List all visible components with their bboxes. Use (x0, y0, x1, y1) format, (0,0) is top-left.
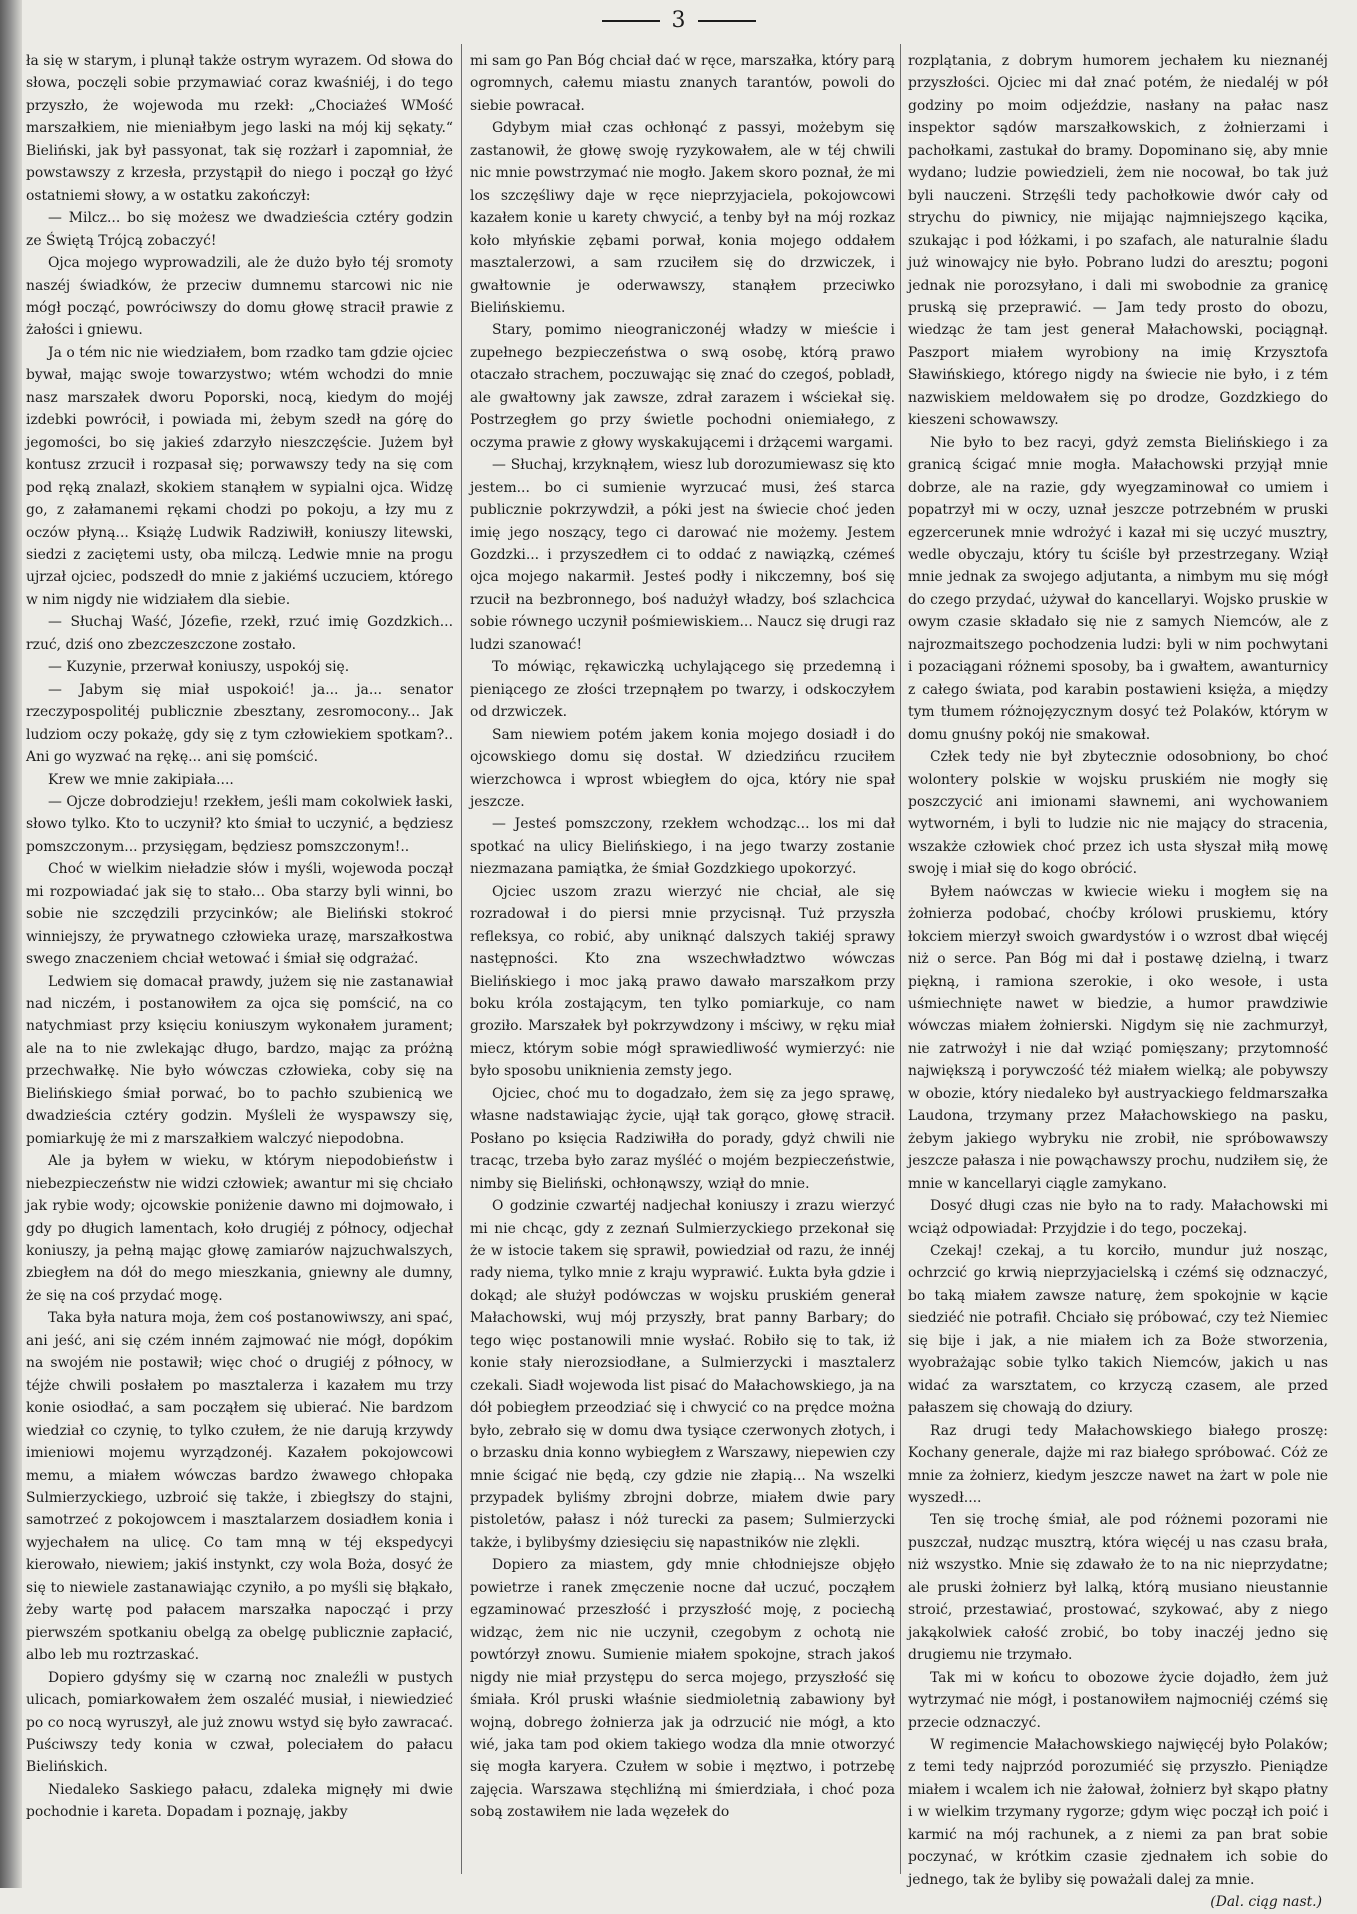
paragraph: Ten się trochę śmiał, ale pod różnemi pozorami nie puszczał, nudząc musztrą, która więcéj u nas czasu brała, niż wszystko. Mnie się zdawało że to na nic nieprzydatne; ale pruski żołnierz był lalką, którą musiano nieustannie stroić, przestawiać, prostować, szykować, aby z niego jakąkolwiek całość zrobić, bo toby inaczéj jedno się drugiemu nie trzymało. (908, 1512, 1328, 1664)
paragraph: Dosyć długi czas nie było na to rady. Małachowski mi wciąż odpowiadał: Przyjdzie i do tego, poczekaj. (908, 1198, 1328, 1237)
paragraph: Ojciec, choć mu to dogadzało, żem się za jego sprawę, własne nadstawiając życie, ujął tak gorąco, głowę stracił. Posłano po księcia Radziwiłła do porady, gdyż chwili nie tracąc, trzeba było zaraz myśléć o mojém bezpieczeństwie, nimby się Bieliński, ochłonąwszy, wziął do mnie. (470, 1085, 895, 1192)
page-binding-edge (0, 0, 22, 1888)
paragraph: Niedaleko Saskiego pałacu, zdaleka mignęły mi dwie pochodnie i kareta. Dopadam i poznaję, jakby (26, 1781, 453, 1821)
paragraph: Byłem naówczas w kwiecie wieku i mogłem się na żołnierza podobać, choćby królowi pruskiemu, który łokciem mierzył swoich gwardystów i o wzrost dbał więcéj niż o serce. Pan Bóg mi dał i postawę dzielną, i twarz piękną, i ramiona szerokie, i oko wesołe, i usta uśmiechnięte nawet w biedzie, a humor prawdziwie wówczas miałem żołnierski. Nigdym się nie zachmurzył, nie zatrwożył i nie dał wziąć pomięszany; przytomność największą i porywczość téż miałem wielką; ale pobywszy w obozie, który niedaleko był austryackiego feldmarszałka Laudona, trzymany przez Małachowskiego na pasku, żebym jakiego wybryku nie zrobił, nie spróbowawszy jeszcze pałasza i nie powąchawszy prochu, nudziłem się, że mnie w kancellaryi ciągle zamykano. (908, 883, 1328, 1192)
paragraph: Ja o tém nic nie wiedziałem, bom rzadko tam gdzie ojciec bywał, mając swoje towarzystwo; wtém wchodzi do mnie nasz marszałek dworu Poporski, nocą, kiedym do mojéj izdebki powrócił, i powiada mi, żebym szedł na górę do jegomości, bo się jakieś zdarzyło nieszczęście. Jużem był kontusz zrzucił i rozpasał się; porwawszy tedy na się com pod ręką znalazł, skokiem stanąłem w sypialni ojca. Widzę go, z załamanemi rękami chodzi po pokoju, a łzy mu z oczów płyną... Książę Ludwik Radziwiłł, koniuszy litewski, siedzi z zaciętemi usty, oba milczą. Ledwie mnie na progu ujrzał ojciec, podszedł do mnie z jakiémś uczuciem, którego w nim nigdy nie widziałem dla siebie. (26, 344, 453, 608)
paragraph: rozplątania, z dobrym humorem jechałem ku nieznanéj przyszłości. Ojciec mi dał znać potém, że niedaléj w pół godziny po moim odjeździe, nasłany na pałac nasz inspektor sądów marszałkowskich, z żołnierzami i pachołkami, zastukał do bramy. Dopominano się, aby mnie wydano; ludzie powiedzieli, żem nie nocował, bo tak już byli nauczeni. Strzęśli tedy pachołkowie dwór cały od strychu do piwnicy, nie mijając najmniejszego kącika, szukając i pod łóżkami, i po szafach, ale naturalnie śladu już winowajcy nie było. Pobrano ludzi do aresztu; pogoni jednak nie porozsyłano, i dali mi swobodnie za granicę pruską się przeprawić. — Jam tedy prosto do obozu, wiedząc że tam jest generał Małachowski, pociągnął. Paszport miałem wyrobiony na imię Krzysztofa Sławińskiego, którego nigdy na świecie nie było, i z tém nazwiskiem meldowałem się po drodze, Gozdzkiego do kieszeni schowawszy. (908, 53, 1328, 429)
page-header (0, 6, 1357, 36)
paragraph: Krew we mnie zakipiała.... (48, 771, 234, 788)
column-divider (900, 44, 901, 1874)
paragraph: Stary, pomimo nieograniczonéj władzy w mieście i zupełnego bezpieczeństwa o swą osobę, którą prawo otaczało strachem, poczuwając się znać do czegoś, pobladł, ale gwałtowny jak zawsze, zdrał zarazem i wściekał się. Postrzegłem go przy świetle pochodni oniemiałego, z oczyma prawie z głowy wyskakującemi i drżącemi wargami. (470, 322, 895, 451)
paragraph: Tak mi w końcu to obozowe życie dojadło, żem już wytrzymać nie mógł, i postanowiłem najmocniéj czémś się przecie odznaczyć. (908, 1669, 1328, 1731)
paragraph: Raz drugi tedy Małachowskiego białego proszę: Kochany generale, dajże mi raz białego spróbować. Cóż ze mnie za żołnierz, kiedym jeszcze nawet na żart w pole nie wyszedł.... (908, 1422, 1328, 1506)
paragraph: Choć w wielkim nieładzie słów i myśli, wojewoda począł mi rozpowiadać jak się to stało... Oba starzy byli winni, bo sobie nie szczędzili przycinków; ale Bieliński stokroć winniejszy, że prywatnego człowieka urazę, marszałkostwa swego znaczeniem chciał wetować i śmiał się odgrażać. (26, 861, 453, 968)
paragraph: ła się w starym, i plunął także ostrym wyrazem. Od słowa do słowa, poczęli sobie przymawiać coraz kwaśniéj, i do tego przyszło, że wojewoda mu rzekł: „Chociażeś WMość marszałkiem, nie mieniałbym jego laski na mój kij sękaty.“ Bieliński, jak był passyonat, tak się rozżarł i zapomniał, że powstawszy z krzesła, przystąpił do niego i począł go łżyć ostatniemi słowy, a w ostatku zakończył: (26, 53, 453, 204)
column-divider (461, 44, 462, 1874)
page-number: 3 (671, 8, 686, 33)
paragraph: Taka była natura moja, żem coś postanowiwszy, ani spać, ani jeść, ani się czém inném zajmować nie mógł, dopókim na swojém nie postawił; więc choć o drugiéj z północy, w téjże chwili posłałem po masztalerza i kazałem mu trzy konie osiodłać, a sam począłem się ubierać. Nie bardzom wiedział co czynię, to tylko czułem, że nie darują krzywdy imieniowi mojemu wyrządzonéj. Kazałem pokojowcowi memu, a miałem wówczas bardzo żwawego chłopaka Sulmierzyckiego, uzbroić się także, i zbiegłszy do stajni, samotrzeć z pokojowcem i masztalarzem dosiadłem konia i wyjechałem na ulicę. Co tam mną w téj ekspedycyi kierowało, niewiem; jakiś instynkt, czy wola Boża, dosyć że się to niewiele zastanawiając czyniło, a po myśli się błąkało, żeby wartę pod pałacem marszałka napocząć i przy pierwszém spotkaniu obelgą za obelgę publicznie zapłacić, albo leb mu roztrzaskać. (26, 1310, 453, 1664)
paragraph: Ojciec uszom zrazu wierzyć nie chciał, ale się rozradował i do piersi mnie przycisnął. Tuż przyszła refleksya, co robić, aby uniknąć dalszych takiéj sprawy następności. Kto zna wszechwładztwo wówczas Bielińskiego i moc jaką prawo dawało marszałkom przy boku króla zostającym, ten tylko pomiarkuje, co nam groziło. Marszałek był pokrzywdzony i mściwy, w ręku miał miecz, którym sobie mógł sprawiedliwość wymierzyć: nie było sposobu uniknienia zemsty jego. (470, 883, 895, 1080)
paragraph: mi sam go Pan Bóg chciał dać w ręce, marszałka, który parą ogromnych, całemu miastu znanych tarantów, powoli do siebie powracał. (470, 53, 895, 114)
paragraph: Dopiero za miastem, gdy mnie chłodniejsze objęło powietrze i ranek zmęczenie nocne dał uczuć, począłem egzaminować przeszłość i przyszłość moję, z pociechą widząc, żem nic nie uczynił, czegobym z ochotą nie powtórzył znowu. Sumienie miałem spokojne, strach jakoś nigdy nie miał przystępu do serca mojego, przyszłość się śmiała. Król pruski właśnie siedmioletnią zabawiony był wojną, dobrego żołnierza jak ja odrzucić nie mógł, a kto wié, jaka tam pod okiem takiego wodza dla mnie otworzyć się mogła karyera. Czułem w sobie i męztwo, i potrzebę zajęcia. Warszawa stęchliźną mi śmierdziała, i choć poza sobą zostawiłem nie lada węzełek do (470, 1557, 895, 1821)
paragraph: W regimencie Małachowskiego najwięcéj było Polaków; z temi tedy najprzód porozumiéć się przyszło. Pieniądze miałem i wcalem ich nie żałował, żołnierz był skąpo płatny i w wielkim trzymany rygorze; gdym więc począł ich poić i karmić na mój rachunek, a z niemi za pan brat sobie poczynać, w krótkim czasie zjednałem ich sobie do jednego, tak że byliby się poważali dalej za mnie. (908, 1736, 1328, 1888)
paragraph: Czekaj! czekaj, a tu korciło, mundur już nosząc, ochrzcić go krwią nieprzyjacielską i czémś się odznaczyć, bo taką miałem zawsze naturę, żem spokojnie w kącie siedziéć nie potrafił. Chciało się próbować, czy też Niemiec się bije i jak, a nie miałem ich za Boże stworzenia, wyobrażając sobie tylko takich Niemców, jakich u nas widać za warsztatem, co krzyczą czasem, ale przed pałaszem się chowają do dziury. (908, 1243, 1328, 1417)
paragraph: — Jesteś pomszczony, rzekłem wchodząc... los mi dał spotkać na ulicy Bielińskiego, i na jego twarzy zostanie niezmazana pamiątka, że śmiał Gozdzkiego upokorzyć. (470, 816, 895, 878)
paragraph: — Słuchaj, krzyknąłem, wiesz lub dorozumiewasz się kto jestem... bo ci sumienie wyrzucać musi, żeś starca publicznie pokrzywdził, a póki jest na świecie choć jeden imię jego noszący, tego ci darować nie możemy. Jestem Gozdzki... i przyszedłem ci to oddać z nawiązką, czémeś ojca mojego nakarmił. Jesteś podły i nikczemny, boś się rzucił na bezbronnego, boś nadużył władzy, boś szlachcica sobie równego uczynił pośmiewiskiem... Naucz się drugi raz ludzi szanować! (470, 457, 895, 653)
header-rule-left (602, 20, 660, 22)
paragraph: — Słuchaj Waść, Józefie, rzekł, rzuć imię Gozdzkich... rzuć, dziś ono zbezczeszczone zostało. (26, 614, 453, 653)
paragraph: O godzinie czwartéj nadjechał koniuszy i zrazu wierzyć mi nie chcąc, gdy z zeznań Sulmierzyckiego przekonał się że w istocie takem się sprawił, powiedział od razu, że innéj rady niema, tylko mnie z kraju wyprawić. Łukta była gdzie i dokąd; ale służył podówczas w wojsku pruskiém generał Małachowski, wuj mój przyszły, brat panny Barbary; do tego więc postanowili mnie wysłać. Robiło się to tak, iż konie stały nierozsiodłane, a Sulmierzycki i masztalerz czekali. Siadł wojewoda list pisać do Małachowskiego, ja na dół pobiegłem przeodziać się i chwycić co na prędce można było, zebrało się w domu dwa tysiące czerwonych złotych, i o brzasku dnia konno wybiegłem z Warszawy, niepewien czy mnie ścigać nie będą, czy gdzie nie złapią... Na wszelki przypadek byliśmy zbrojni dobrze, miałem dwie pary pistoletów, pałasz i nóż turecki za pasem; Sulmierzycki także, i bylibyśmy dziesięciu się napastników nie zlękli. (470, 1198, 895, 1551)
paragraph: Człek tedy nie był zbytecznie odosobniony, bo choć wolontery polskie w wojsku pruskiém nie mogły się poszczycić ani imionami sławnemi, ani wychowaniem wytworném, i byli to ludzie nic nie mający do stracenia, wszakże człowiek choć przez ich usta słyszał miłą mowę swoję i miał się do kogo obrócić. (908, 749, 1328, 878)
text-column-2 (470, 50, 895, 1860)
paragraph: — Milcz... bo się możesz we dwadzieścia cztéry godzin ze Świętą Trójcą zobaczyć! (26, 210, 453, 249)
paragraph: — Kuzynie, przerwał koniuszy, uspokój się. (48, 659, 350, 676)
paragraph: To mówiąc, rękawiczką uchylającego się przedemną i pieniącego ze złości trzepnąłem po twarzy, i odskoczyłem od drzwiczek. (470, 659, 895, 721)
header-rule-right (698, 20, 756, 22)
paragraph: — Ojcze dobrodzieju! rzekłem, jeśli mam cokolwiek łaski, słowo tylko. Kto to uczynił? kto śmiał to uczynić, a będziesz pomszczonym... przysięgam, będziesz pomszczonym!.. (26, 793, 453, 855)
paragraph: Ojca mojego wyprowadzili, ale że dużo było téj sromoty naszéj świadków, że przeciw dumnemu starcowi nic nie mógł począć, powróciwszy do domu głowę stracił prawie z żałości i gniewu. (26, 255, 453, 339)
paragraph: — Jabym się miał uspokoić! ja... ja... senator rzeczypospolitéj publicznie zbesztany, zesromocony... Jak ludziom oczy pokażę, gdy się z tym człowiekiem spotkam?.. Ani go wyzwać na rękę... ani się pomścić. (26, 681, 453, 766)
paragraph: Ale ja byłem w wieku, w którym niepodobieństw i niebezpieczeństw nie widzi człowiek; awantur mi się chciało jak rybie wody; ojcowskie poniżenie dawno mi dojmowało, i gdy po długich lamentach, koło drugiéj z północy, odjechał koniuszy, ja pełną mając głowę zamiarów najzuchwalszych, zbiegłem na dół do mego mieszkania, gniewny ale dumny, że się na coś przydać mogę. (26, 1153, 453, 1304)
text-column-3 (908, 50, 1328, 1911)
paragraph: Dopiero gdyśmy się w czarną noc znaleźli w pustych ulicach, pomiarkowałem żem oszaléć musiał, i niewiedzieć po co nocą wyruszył, ale już znowu wstyd się było zawracać. Puściwszy tedy konia w czwał, poleciałem do pałacu Bielińskich. (26, 1669, 453, 1776)
paragraph: Nie było to bez racyi, gdyż zemsta Bielińskiego i za granicą ścigać mnie mogła. Małachowski przyjął mnie dobrze, ale na razie, gdy wyegzaminował co umiem i popatrzył mi w oczy, uznał jeszcze potrzebném w pruski egzercerunek mnie wdrożyć i kazał mi się uczyć musztry, wedle obyczaju, który tu ściśle był przestrzegany. Wziął mnie jednak za swojego adjutanta, a nimbym mu się mógł do czego przydać, używał do kancellaryi. Wojsko pruskie w owym czasie składało się nie z samych Niemców, ale z najrozmaitszego pochodzenia ludzi: byli w nim pochwytani i pozaciągani różnemi sposoby, ba i gwałtem, awanturnicy z całego świata, pod karabin postawieni księża, a między tym tłumem różnojęzycznym dosyć też Polaków, którym w domu gnuśny pokój nie smakował. (908, 434, 1328, 743)
text-column-1 (26, 50, 453, 1860)
paragraph: Ledwiem się domacał prawdy, jużem się nie zastanawiał nad niczém, i postanowiłem za ojca się pomścić, na co natychmiast przy księciu koniuszym wykonałem jurament; ale na to nie zwlekając długo, bardzo, mając za próżną przechwałkę. Nie było wówczas człowieka, coby się na Bielińskiego śmiał porwać, bo to pachło szubienicą we dwadzieścia cztéry godzin. Myśleli że wyspawszy się, pomiarkuję że mi z marszałkiem walczyć niepodobna. (26, 973, 453, 1147)
paragraph: Sam niewiem potém jakem konia mojego dosiadł i do ojcowskiego domu się dostał. W dziedzińcu rzuciłem wierzchowca i wprost wbiegłem do ojca, który nie spał jeszcze. (470, 726, 895, 810)
paragraph: Gdybym miał czas ochłonąć z passyi, możebym się zastanowił, że głowę swoję ryzykowałem, ale w téj chwili nic mnie powstrzymać nie mogło. Jakem skoro poznał, że mi los szczęśliwy daje w ręce nieprzyjaciela, pokojowcowi kazałem konie u karety chwycić, a tenby był na mój rozkaz koło młyńskie zębami porwał, konia mojego oddałem masztalerzowi, a sam rzuciłem się do drzwiczek, i gwałtownie je oderwawszy, stanąłem przeciwko Bielińskiemu. (470, 120, 895, 316)
continuation-note: (Dal. ciąg nast.) (1210, 1894, 1322, 1911)
